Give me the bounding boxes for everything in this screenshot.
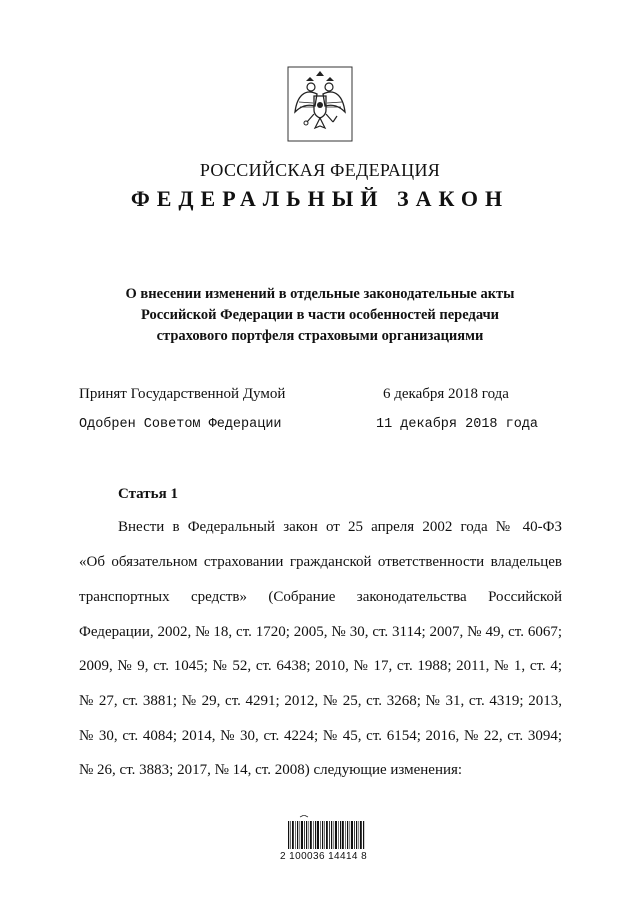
barcode-number: 2 100036 14414 8	[280, 851, 368, 862]
article-line: транспортных средств» (Собрание законодательства Российской	[79, 589, 562, 605]
duma-adoption-date: 6 декабря 2018 года	[383, 386, 509, 402]
law-title	[90, 284, 550, 347]
article-line: 2009, № 9, ст. 1045; № 52, ст. 6438; 2010, № 17, ст. 1988; 2011, № 1, ст. 4;	[79, 658, 562, 674]
article-line: Внести в Федеральный закон от 25 апреля 2002 года № 40-ФЗ	[118, 519, 562, 535]
article-line: № 30, ст. 4084; 2014, № 30, ст. 4224; № 45, ст. 6154; 2016, № 22, ст. 3094;	[79, 728, 562, 744]
document-type-text: ФЕДЕРАЛЬНЫЙ ЗАКОН	[130, 186, 510, 211]
law-title-line: страхового портфеля страховыми организациями	[156, 328, 484, 344]
council-approval-date: 11 декабря 2018 года	[376, 417, 539, 432]
duma-adoption-label: Принят Государственной Думой	[79, 386, 286, 402]
article-line: «Об обязательном страховании гражданской ответственности владельцев	[79, 554, 562, 570]
article-line: № 27, ст. 3881; № 29, ст. 4291; 2012, № 25, ст. 3268; № 31, ст. 4319; 2013,	[79, 693, 562, 709]
article-line: Федерации, 2002, № 18, ст. 1720; 2005, № 30, ст. 3114; 2007, № 49, ст. 6067;	[79, 624, 562, 640]
article-line: № 26, ст. 3883; 2017, № 14, ст. 2008) следующие изменения:	[79, 762, 463, 778]
article-heading: Статья 1	[118, 486, 178, 502]
russian-coat-of-arms-icon	[287, 66, 353, 142]
document-type	[0, 186, 640, 212]
council-approval-label: Одобрен Советом Федерации	[79, 417, 282, 432]
country-name: РОССИЙСКАЯ ФЕДЕРАЦИЯ	[199, 160, 441, 180]
law-title-line: Российской Федерации в части особенностей передачи	[140, 307, 500, 323]
barcode-icon	[286, 815, 366, 849]
law-title-line: О внесении изменений в отдельные законодательные акты	[125, 286, 515, 302]
